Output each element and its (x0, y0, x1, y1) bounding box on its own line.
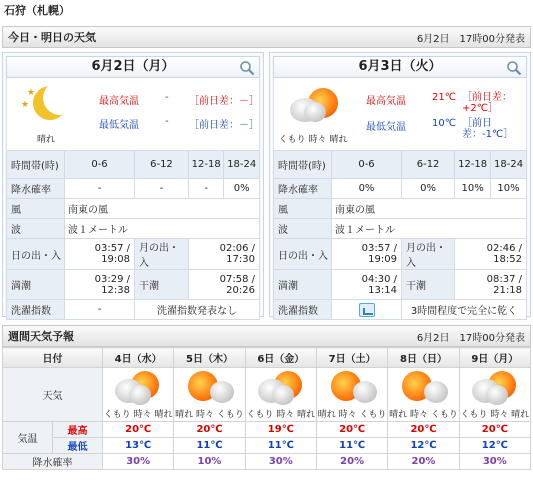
day-header: 9日（月） (459, 348, 530, 368)
laundry-text: 3時間程度で完全に乾く (402, 300, 527, 320)
cloud-sun-icon (254, 371, 308, 407)
wind-value: 南東の風 (65, 199, 260, 219)
wind-value: 南東の風 (332, 199, 527, 219)
precip-cell: 10% (491, 179, 527, 199)
time-col: 18-24 (224, 151, 260, 179)
precip-label: 降水確率 (7, 179, 65, 199)
weather-telop: くもり 時々 晴れ (246, 410, 316, 420)
sun-cloud-icon (182, 371, 236, 407)
min-temp: 12℃ (459, 438, 530, 454)
time-header: 時間帯(時) (274, 151, 332, 179)
weather-cell (388, 368, 459, 422)
max-temp-value: - (165, 92, 169, 103)
laundry-label: 洗濯指数 (274, 300, 332, 320)
precip-value: 10% (174, 454, 245, 470)
weather-telop: くもり 時々 晴れ (460, 410, 530, 420)
low-tide-value: 08:37 / 21:18 (455, 270, 527, 300)
time-col: 6-12 (402, 151, 455, 179)
min-temp-value: 10℃ (432, 118, 456, 129)
wave-value: 波１メートル (332, 219, 527, 239)
max-label: 最高 (53, 422, 103, 438)
sunrise-value: 03:57 / 19:09 (332, 239, 402, 270)
temp-label: 気温 (3, 422, 53, 454)
wind-label: 風 (274, 199, 332, 219)
weather-cell (103, 368, 174, 422)
min-label: 最低 (53, 438, 103, 454)
magnifier-icon[interactable] (239, 60, 255, 76)
magnifier-icon[interactable] (506, 60, 522, 76)
precip-value: 20% (316, 454, 387, 470)
max-temp-label: 最高気温 (366, 96, 406, 107)
time-col: 6-12 (135, 151, 189, 179)
min-temp-label: 最低気温 (99, 120, 139, 131)
precip-cell: - (188, 179, 224, 199)
max-temp: 20℃ (459, 422, 530, 438)
location-title: 石狩（札幌） (4, 4, 70, 17)
precip-cell: - (135, 179, 189, 199)
min-temp-value: - (165, 116, 169, 127)
day2-telop: くもり 時々 晴れ (278, 135, 348, 145)
weather-telop: くもり 時々 晴れ (103, 410, 173, 420)
precip-value: 30% (245, 454, 316, 470)
precip-cell: - (65, 179, 135, 199)
cloud-sun-icon (111, 371, 165, 407)
weather-cell (245, 368, 316, 422)
day-header: 4日（水） (103, 348, 174, 368)
precip-cell: 0% (332, 179, 402, 199)
day-header: 7日（土） (316, 348, 387, 368)
min-temp: 11℃ (245, 438, 316, 454)
wave-label: 波 (7, 219, 65, 239)
wind-label: 風 (7, 199, 65, 219)
precip-value: 20% (388, 454, 459, 470)
weather-cell (174, 368, 245, 422)
today-section-header (2, 26, 531, 48)
moonrise-value: 02:06 / 17:30 (188, 239, 259, 270)
day2-detail-table (273, 150, 527, 320)
min-temp: 12℃ (388, 438, 459, 454)
precip-label: 降水確率 (3, 454, 103, 470)
max-temp: 20℃ (316, 422, 387, 438)
sunrise-label: 日の出・入 (274, 239, 332, 270)
high-tide-label: 満潮 (7, 270, 65, 300)
high-tide-value: 04:30 / 13:14 (332, 270, 402, 300)
max-temp-label: 最高気温 (99, 96, 139, 107)
min-temp: 11℃ (174, 438, 245, 454)
precip-cell: 10% (455, 179, 491, 199)
sunrise-value: 03:57 / 19:08 (65, 239, 135, 270)
min-temp: 13℃ (103, 438, 174, 454)
weekly-section-header (2, 325, 531, 347)
day1-date: 6月2日（月） (6, 56, 260, 78)
weather-cell (459, 368, 530, 422)
moonrise-value: 02:46 / 18:52 (455, 239, 527, 270)
time-col: 18-24 (491, 151, 527, 179)
time-col: 12-18 (455, 151, 491, 179)
moonrise-label: 月の出・入 (402, 239, 455, 270)
max-temp: 19℃ (245, 422, 316, 438)
announce-time: 6月2日 17時00分発表 (416, 33, 525, 45)
sun-cloud-icon (325, 371, 379, 407)
weather-telop: 晴れ 時々 くもり (175, 410, 244, 420)
weather-cell (316, 368, 387, 422)
precip-value: 30% (103, 454, 174, 470)
sunrise-label: 日の出・入 (7, 239, 65, 270)
wave-value: 波１メートル (65, 219, 260, 239)
day-header: 5日（木） (174, 348, 245, 368)
precip-value: 30% (459, 454, 530, 470)
min-temp-label: 最低気温 (366, 122, 406, 133)
precip-label: 降水確率 (274, 179, 332, 199)
max-temp: 20℃ (388, 422, 459, 438)
min-temp: 11℃ (316, 438, 387, 454)
moonrise-label: 月の出・入 (135, 239, 189, 270)
low-tide-label: 干潮 (402, 270, 455, 300)
max-temp: 20℃ (174, 422, 245, 438)
weekly-table (2, 347, 531, 470)
day1-detail-table (6, 150, 260, 320)
weather-telop: 晴れ 時々 くもり (317, 410, 387, 420)
time-col: 0-6 (65, 151, 135, 179)
time-header: 時間帯(時) (7, 151, 65, 179)
announce-time: 6月2日 17時00分発表 (416, 332, 525, 344)
min-temp-diff: ［前日差：-1℃］ (462, 118, 514, 140)
low-tide-value: 07:58 / 20:26 (188, 270, 259, 300)
time-col: 12-18 (188, 151, 224, 179)
laundry-cell (332, 300, 402, 320)
day1-card (2, 52, 264, 317)
day-header: 6日（金） (245, 348, 316, 368)
precip-cell: 0% (402, 179, 455, 199)
laundry-value: - (65, 300, 135, 320)
cloud-sun-icon (286, 84, 342, 128)
sun-cloud-icon (396, 371, 450, 407)
section-title: 今日・明日の天気 (8, 31, 96, 44)
laundry-label: 洗濯指数 (7, 300, 65, 320)
high-tide-label: 満潮 (274, 270, 332, 300)
day-header: 8日（日） (388, 348, 459, 368)
precip-cell: 0% (224, 179, 260, 199)
max-temp: 20℃ (103, 422, 174, 438)
day2-card (269, 52, 531, 317)
laundry-text: 洗濯指数発表なし (135, 300, 260, 320)
max-temp-value: 21℃ (432, 92, 456, 103)
laundry-icon (359, 303, 375, 317)
time-col: 0-6 (332, 151, 402, 179)
weather-telop: 晴れ 時々 くもり (389, 410, 458, 420)
wave-label: 波 (274, 219, 332, 239)
section-title: 週間天気予報 (8, 330, 74, 343)
day1-telop: 晴れ (36, 135, 55, 145)
max-temp-diff: ［前日差：+2℃］ (462, 92, 512, 114)
min-temp-diff: ［前日差：－］ (189, 120, 259, 131)
low-tide-label: 干潮 (135, 270, 189, 300)
weather-label: 天気 (3, 368, 103, 422)
max-temp-diff: ［前日差：－］ (189, 96, 259, 107)
moon-icon: ★ ★ (19, 84, 75, 128)
cloud-sun-icon (468, 371, 522, 407)
day2-date: 6月3日（火） (273, 56, 527, 78)
date-header: 日付 (3, 348, 103, 368)
high-tide-value: 03:29 / 12:38 (65, 270, 135, 300)
